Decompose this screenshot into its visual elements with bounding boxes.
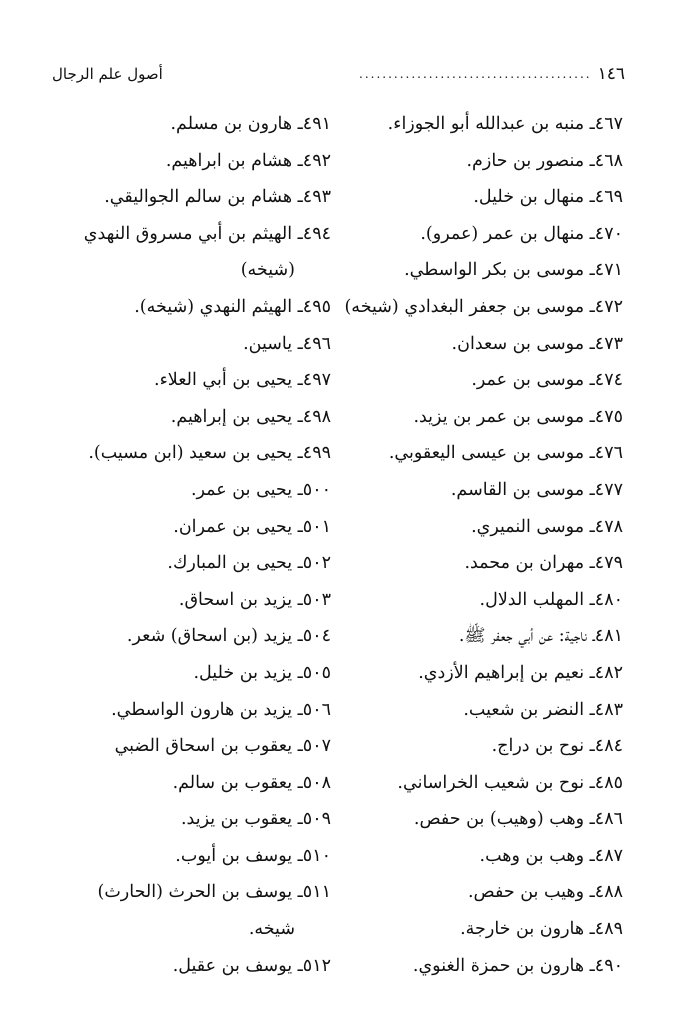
list-item: ٥٠٥ـ يزيد بن خليل. <box>193 662 331 683</box>
list-item: ٤٦٩ـ منهال بن خليل. <box>473 187 623 208</box>
list-item: ٤٧١ـ موسى بن بكر الواسطي. <box>404 260 623 281</box>
list-item: ٤٨٣ـ النضر بن شعيب. <box>463 699 623 720</box>
book-title: أصول علم الرجال <box>52 65 163 83</box>
list-item: ٤٨١ـ ناجية: عن أبي جعفر ﷺ. <box>458 626 623 647</box>
list-item: ٤٩٣ـ هشام بن سالم الجواليقي. <box>104 187 331 208</box>
list-item: ٤٧٤ـ موسى بن عمر. <box>471 370 623 391</box>
list-item: ٤٨٥ـ نوح بن شعيب الخراساني. <box>397 772 623 793</box>
list-item: ٥٠٩ـ يعقوب بن يزيد. <box>180 809 331 830</box>
list-item: ٤٩٤ـ الهيثم بن أبي مسروق النهدي <box>83 223 331 244</box>
list-item: ٥٠٤ـ يزيد (بن اسحاق) شعر. <box>126 626 331 647</box>
list-item: ٤٦٧ـ منبه بن عبدالله أبو الجوزاء. <box>387 114 623 134</box>
list-item: ٤٨٧ـ وهب بن وهب. <box>479 845 623 866</box>
list-item: ٤٨٠ـ المهلب الدلال. <box>479 589 623 610</box>
list-item: ٤٨٤ـ نوح بن دراج. <box>491 736 623 757</box>
list-item: ٤٧٥ـ موسى بن عمر بن يزيد. <box>413 406 623 427</box>
list-item: ٤٧٩ـ مهران بن محمد. <box>464 553 623 574</box>
right-column <box>323 106 623 984</box>
list-item: ٤٩٨ـ يحيى بن إبراهيم. <box>170 406 331 427</box>
list-item: ٤٧٧ـ موسى بن القاسم. <box>450 479 623 500</box>
list-item: ٤٧٠ـ منهال بن عمر (عمرو). <box>420 223 623 244</box>
list-item: ٤٩١ـ هارون بن مسلم. <box>170 114 331 134</box>
list-item: ٥١١ـ يوسف بن الحرث (الحارث) <box>97 882 331 903</box>
list-item: ٤٨٩ـ هارون بن خارجة. <box>460 919 623 940</box>
list-item: ٤٩٩ـ يحيى بن سعيد (ابن مسيب). <box>88 443 331 464</box>
list-item: ٤٧٣ـ موسى بن سعدان. <box>451 333 623 354</box>
list-item: ٥٠٧ـ يعقوب بن اسحاق الضبي <box>114 736 331 757</box>
list-item-continuation: (شيخه) <box>240 260 295 281</box>
left-column <box>31 106 331 984</box>
list-item: ٥٠٨ـ يعقوب بن سالم. <box>172 772 331 793</box>
list-item: ٤٧٨ـ موسى النميري. <box>471 516 623 537</box>
list-item-continuation: شيخه. <box>248 919 295 940</box>
list-item: ٥٠١ـ يحيى بن عمران. <box>173 516 331 537</box>
list-item: ٤٩٧ـ يحيى بن أبي العلاء. <box>154 370 331 391</box>
list-item: ٥١٠ـ يوسف بن أيوب. <box>175 845 331 866</box>
running-header <box>52 60 625 88</box>
page-number: ١٤٦ <box>597 64 625 84</box>
list-item: ٤٧٦ـ موسى بن عيسى اليعقوبي. <box>388 443 623 464</box>
list-item: ٥١٢ـ يوسف بن عقيل. <box>172 955 331 976</box>
list-item: ٥٠٠ـ يحيى بن عمر. <box>190 479 331 500</box>
list-item: ٥٠٢ـ يحيى بن المبارك. <box>167 553 331 574</box>
list-item: ٤٨٨ـ وهيب بن حفص. <box>467 882 623 903</box>
list-item: ٤٨٢ـ نعيم بن إبراهيم الأزدي. <box>418 662 623 683</box>
list-item: ٤٨٦ـ وهب (وهيب) بن حفص. <box>413 809 623 830</box>
list-item: ٥٠٣ـ يزيد بن اسحاق. <box>178 589 331 610</box>
list-item: ٤٩٠ـ هارون بن حمزة الغنوي. <box>412 955 623 976</box>
list-item: ٤٦٨ـ منصور بن حازم. <box>466 150 623 171</box>
list-item: ٤٩٦ـ ياسين. <box>243 333 331 354</box>
list-item: ٤٧٢ـ موسى بن جعفر البغدادي (شيخه) <box>344 296 623 317</box>
list-item: ٤٩٥ـ الهيثم النهدي (شيخه). <box>134 296 331 317</box>
leader-dots: ........................................ <box>359 67 592 81</box>
list-item: ٥٠٦ـ يزيد بن هارون الواسطي. <box>111 699 331 720</box>
list-item: ٤٩٢ـ هشام بن ابراهيم. <box>165 150 331 171</box>
